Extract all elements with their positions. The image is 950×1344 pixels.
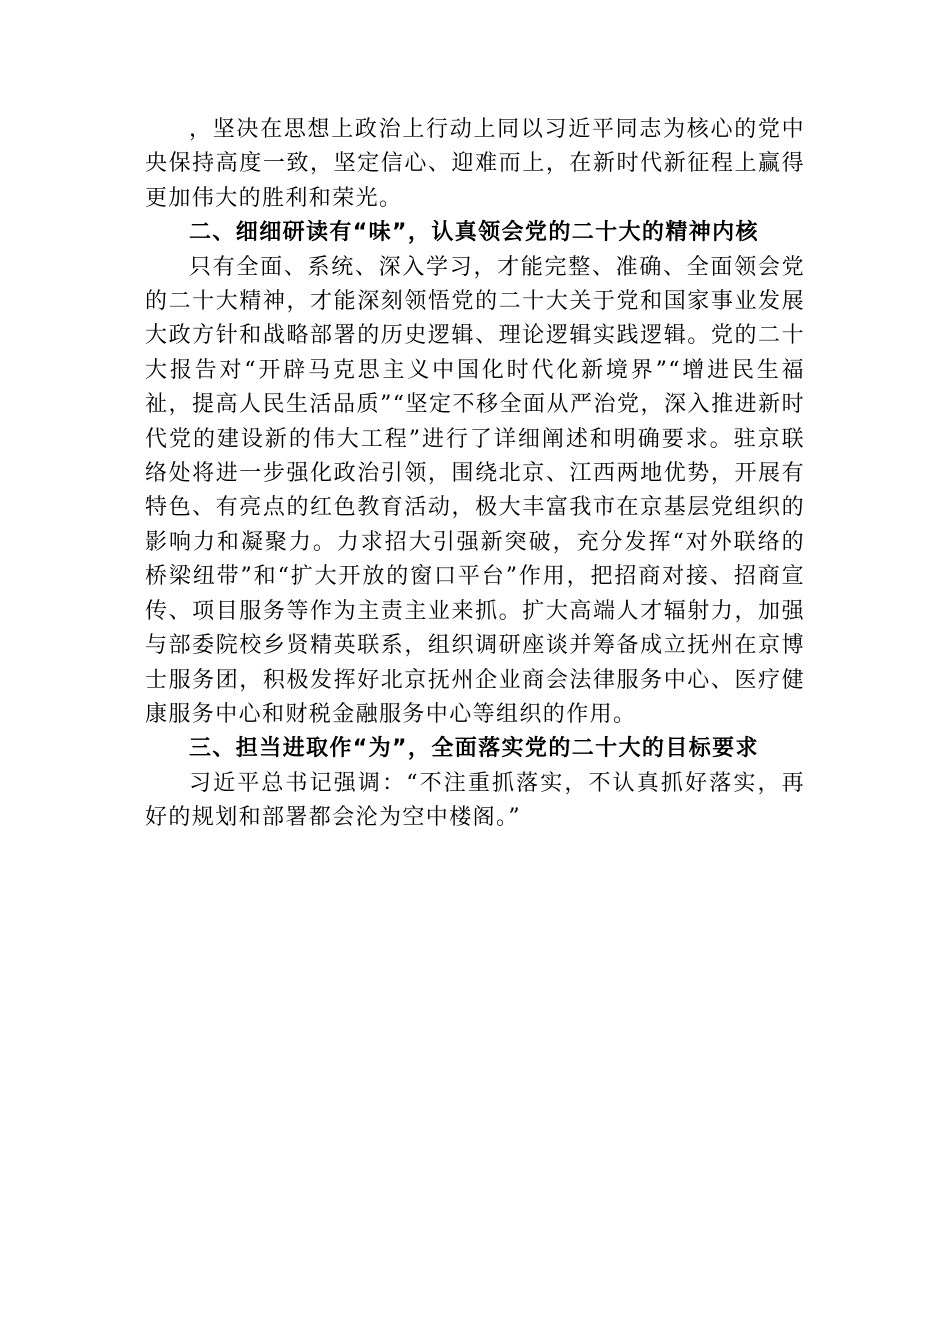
section-heading-three: 三、担当进取作“为”，全面落实党的二十大的目标要求 [189,736,759,762]
paragraph-section-three: 习近平总书记强调：“不注重抓落实，不认真抓好落实，再好的规划和部署都会沦为空中楼阁。” [145,770,805,831]
paragraph-continuation: ，坚决在思想上政治上行动上同以习近平同志为核心的党中央保持高度一致，坚定信心、迎难而上，在新时代新征程上赢得更加伟大的胜利和荣光。 [145,117,805,211]
document-body [145,113,805,836]
section-heading-two: 二、细细研读有“味”，认真领会党的二十大的精神内核 [189,220,759,246]
paragraph-section-two: 只有全面、系统、深入学习，才能完整、准确、全面领会党的二十大精神，才能深刻领悟党的二十大关于党和国家事业发展大政方针和战略部署的历史逻辑、理论逻辑实践逻辑。党的二十大报告对“开辟马克思主义中国化时代化新境界”“增进民生福祉，提高人民生活品质”“坚定不移全面从严治党，深入推进新时代党的建设新的伟大工程”进行了详细阐述和明确要求。驻京联络处将进一步强化政治引领，围绕北京、江西两地优势，开展有特色、有亮点的红色教育活动，极大丰富我市在京基层党组织的影响力和凝聚力。力求招大引强新突破，充分发挥“对外联络的桥梁纽带”和“扩大开放的窗口平台”作用，把招商对接、招商宣传、项目服务等作为主责主业来抓。扩大高端人才辐射力，加强与部委院校乡贤精英联系，组织调研座谈并筹备成立抚州在京博士服务团，积极发挥好北京抚州企业商会法律服务中心、医疗健康服务中心和财税金融服务中心等组织的作用。 [145,254,805,727]
